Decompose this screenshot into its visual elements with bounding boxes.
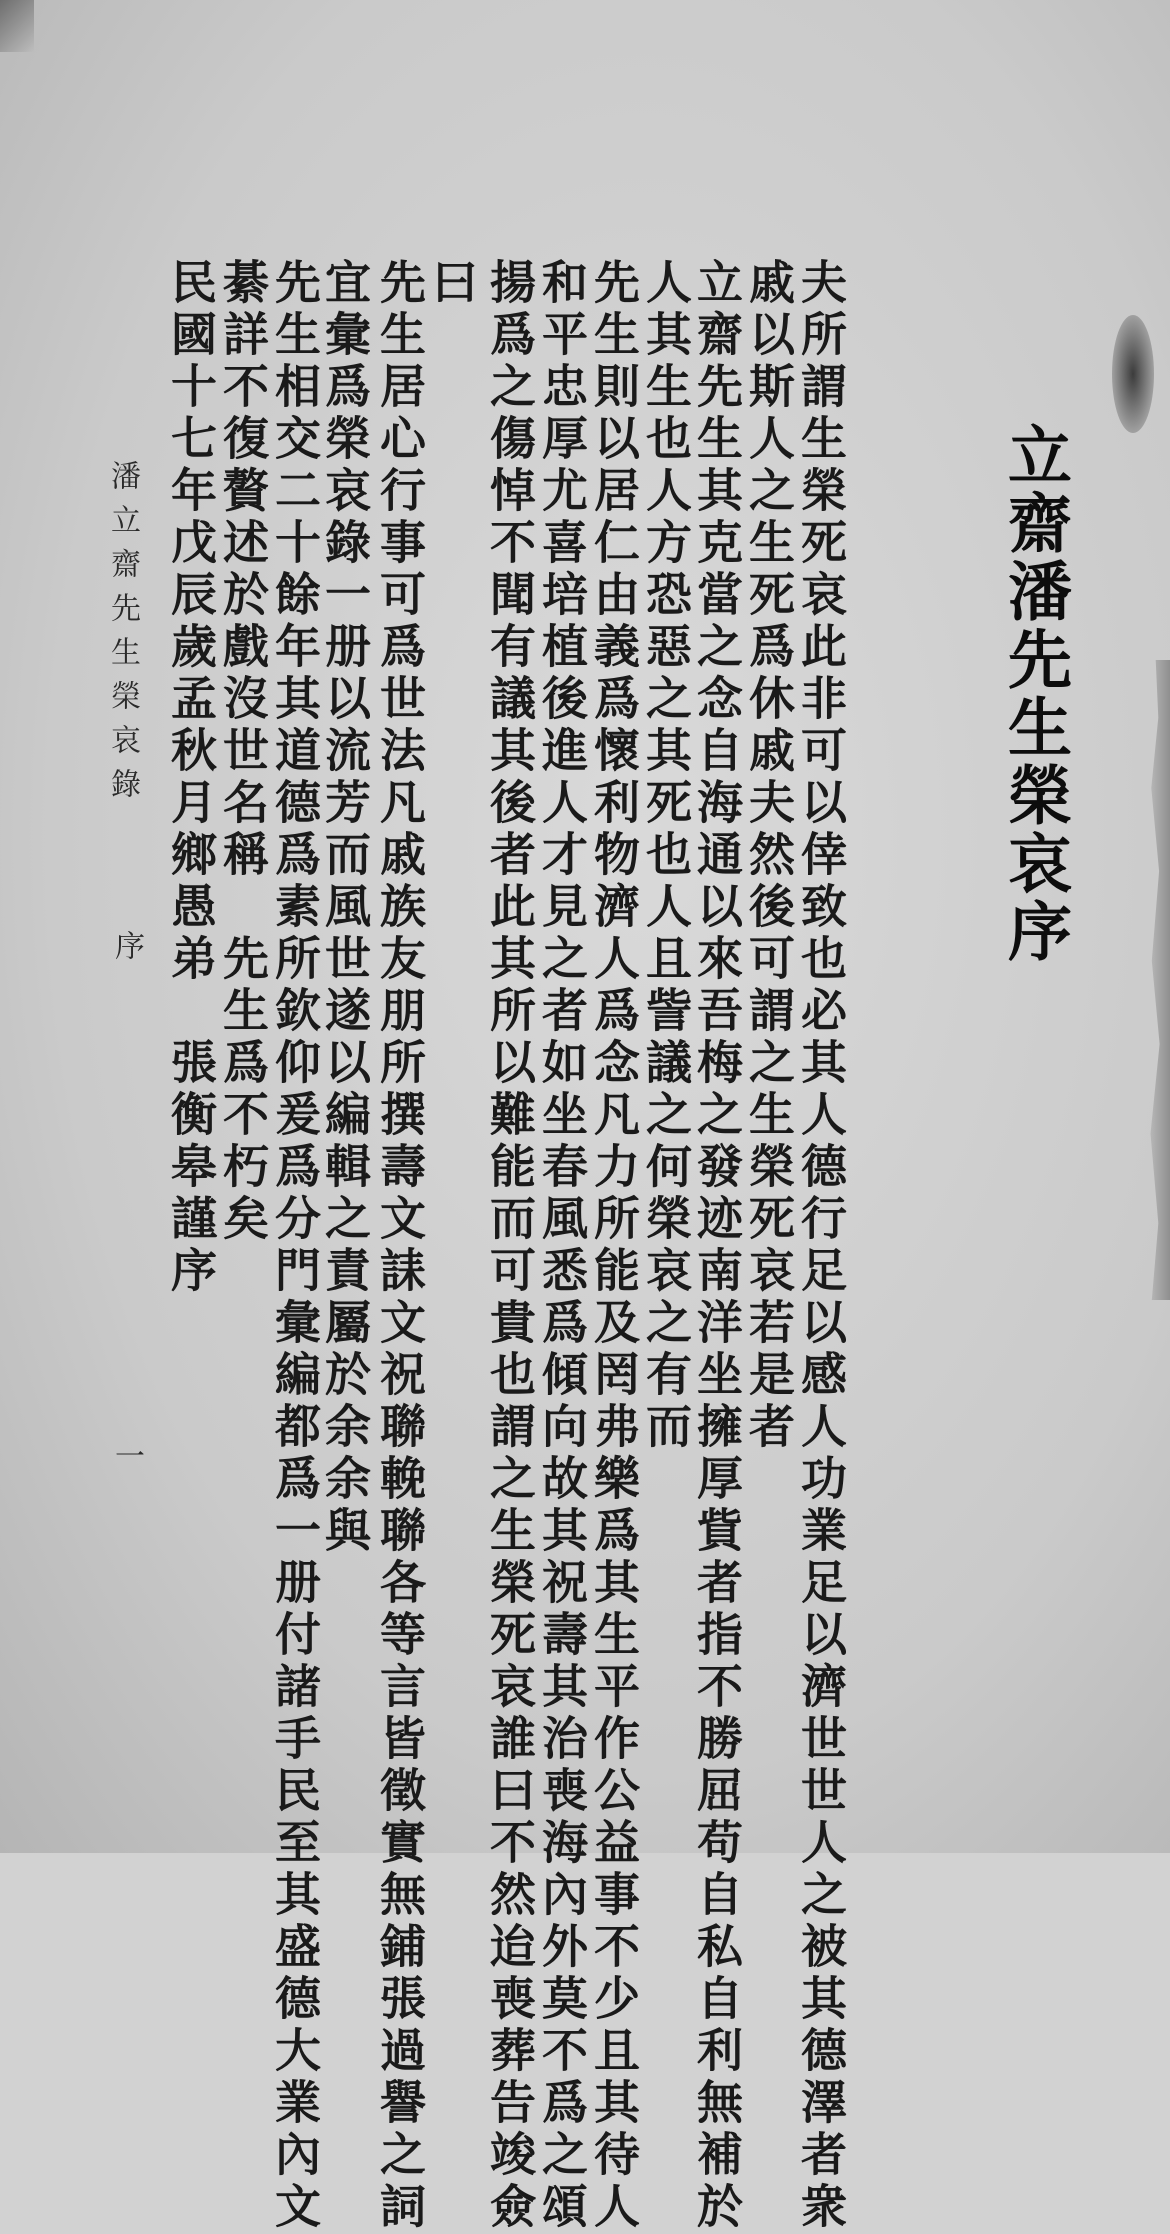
text-column-3: 立齋先生其克當之念自海通以來吾梅之發迹南洋坐擁厚貲者指不勝屈苟自私自利無補於: [690, 258, 744, 2234]
text-column-13: 民國十七年戊辰歲孟秋月鄉愚弟 張衡皋謹序: [164, 258, 218, 1298]
text-column-8: 曰: [425, 258, 479, 310]
page-number: 一: [109, 1440, 144, 1475]
text-column-11: 先生相交二十餘年其道德爲素所欽仰爰爲分門彙編都爲一册付諸手民至其盛德大業內文: [268, 258, 322, 2234]
corner-wear: [0, 0, 34, 52]
text-column-1: 夫所謂生榮死哀此非可以倖致也必其人德行足以感人功業足以濟世世人之被其德澤者衆: [794, 258, 848, 2234]
margin-book-title: 潘立齋先生榮哀錄: [105, 460, 140, 812]
text-column-5: 先生則以居仁由義爲懷利物濟人爲念凡力所能及罔弗樂爲其生平作公益事不少且其待人: [587, 258, 641, 2234]
ink-stain: [1112, 315, 1154, 433]
torn-edge: [1144, 660, 1170, 1300]
text-column-7: 揚爲之傷悼不聞有議其後者此其所以難能而可貴也謂之生榮死哀誰曰不然迨喪葬告竣僉: [483, 258, 537, 2234]
text-column-2: 戚以斯人之生死爲休戚夫然後可謂之生榮死哀若是者: [742, 258, 796, 1454]
preface-title: 立齋潘先生榮哀序: [997, 422, 1072, 966]
text-column-6: 和平忠厚尤喜培植後進人才見之者如坐春風悉爲傾向故其祝壽其治喪海內外莫不爲之頌: [535, 258, 589, 2234]
margin-section-label: 序: [109, 930, 144, 965]
text-column-12: 綦詳不復贅述於戲沒世名稱 先生爲不朽矣: [216, 258, 270, 1246]
text-column-4: 人其生也人方恐惡之其死也人且訾議之何榮哀之有而: [639, 258, 693, 1454]
text-column-9: 先生居心行事可爲世法凡戚族友朋所撰壽文誄文祝聯輓聯各等言皆徵實無鋪張過譽之詞: [373, 258, 427, 2234]
text-column-10: 宜彙爲榮哀錄一册以流芳而風世遂以編輯之責屬於余余與: [318, 258, 372, 1558]
